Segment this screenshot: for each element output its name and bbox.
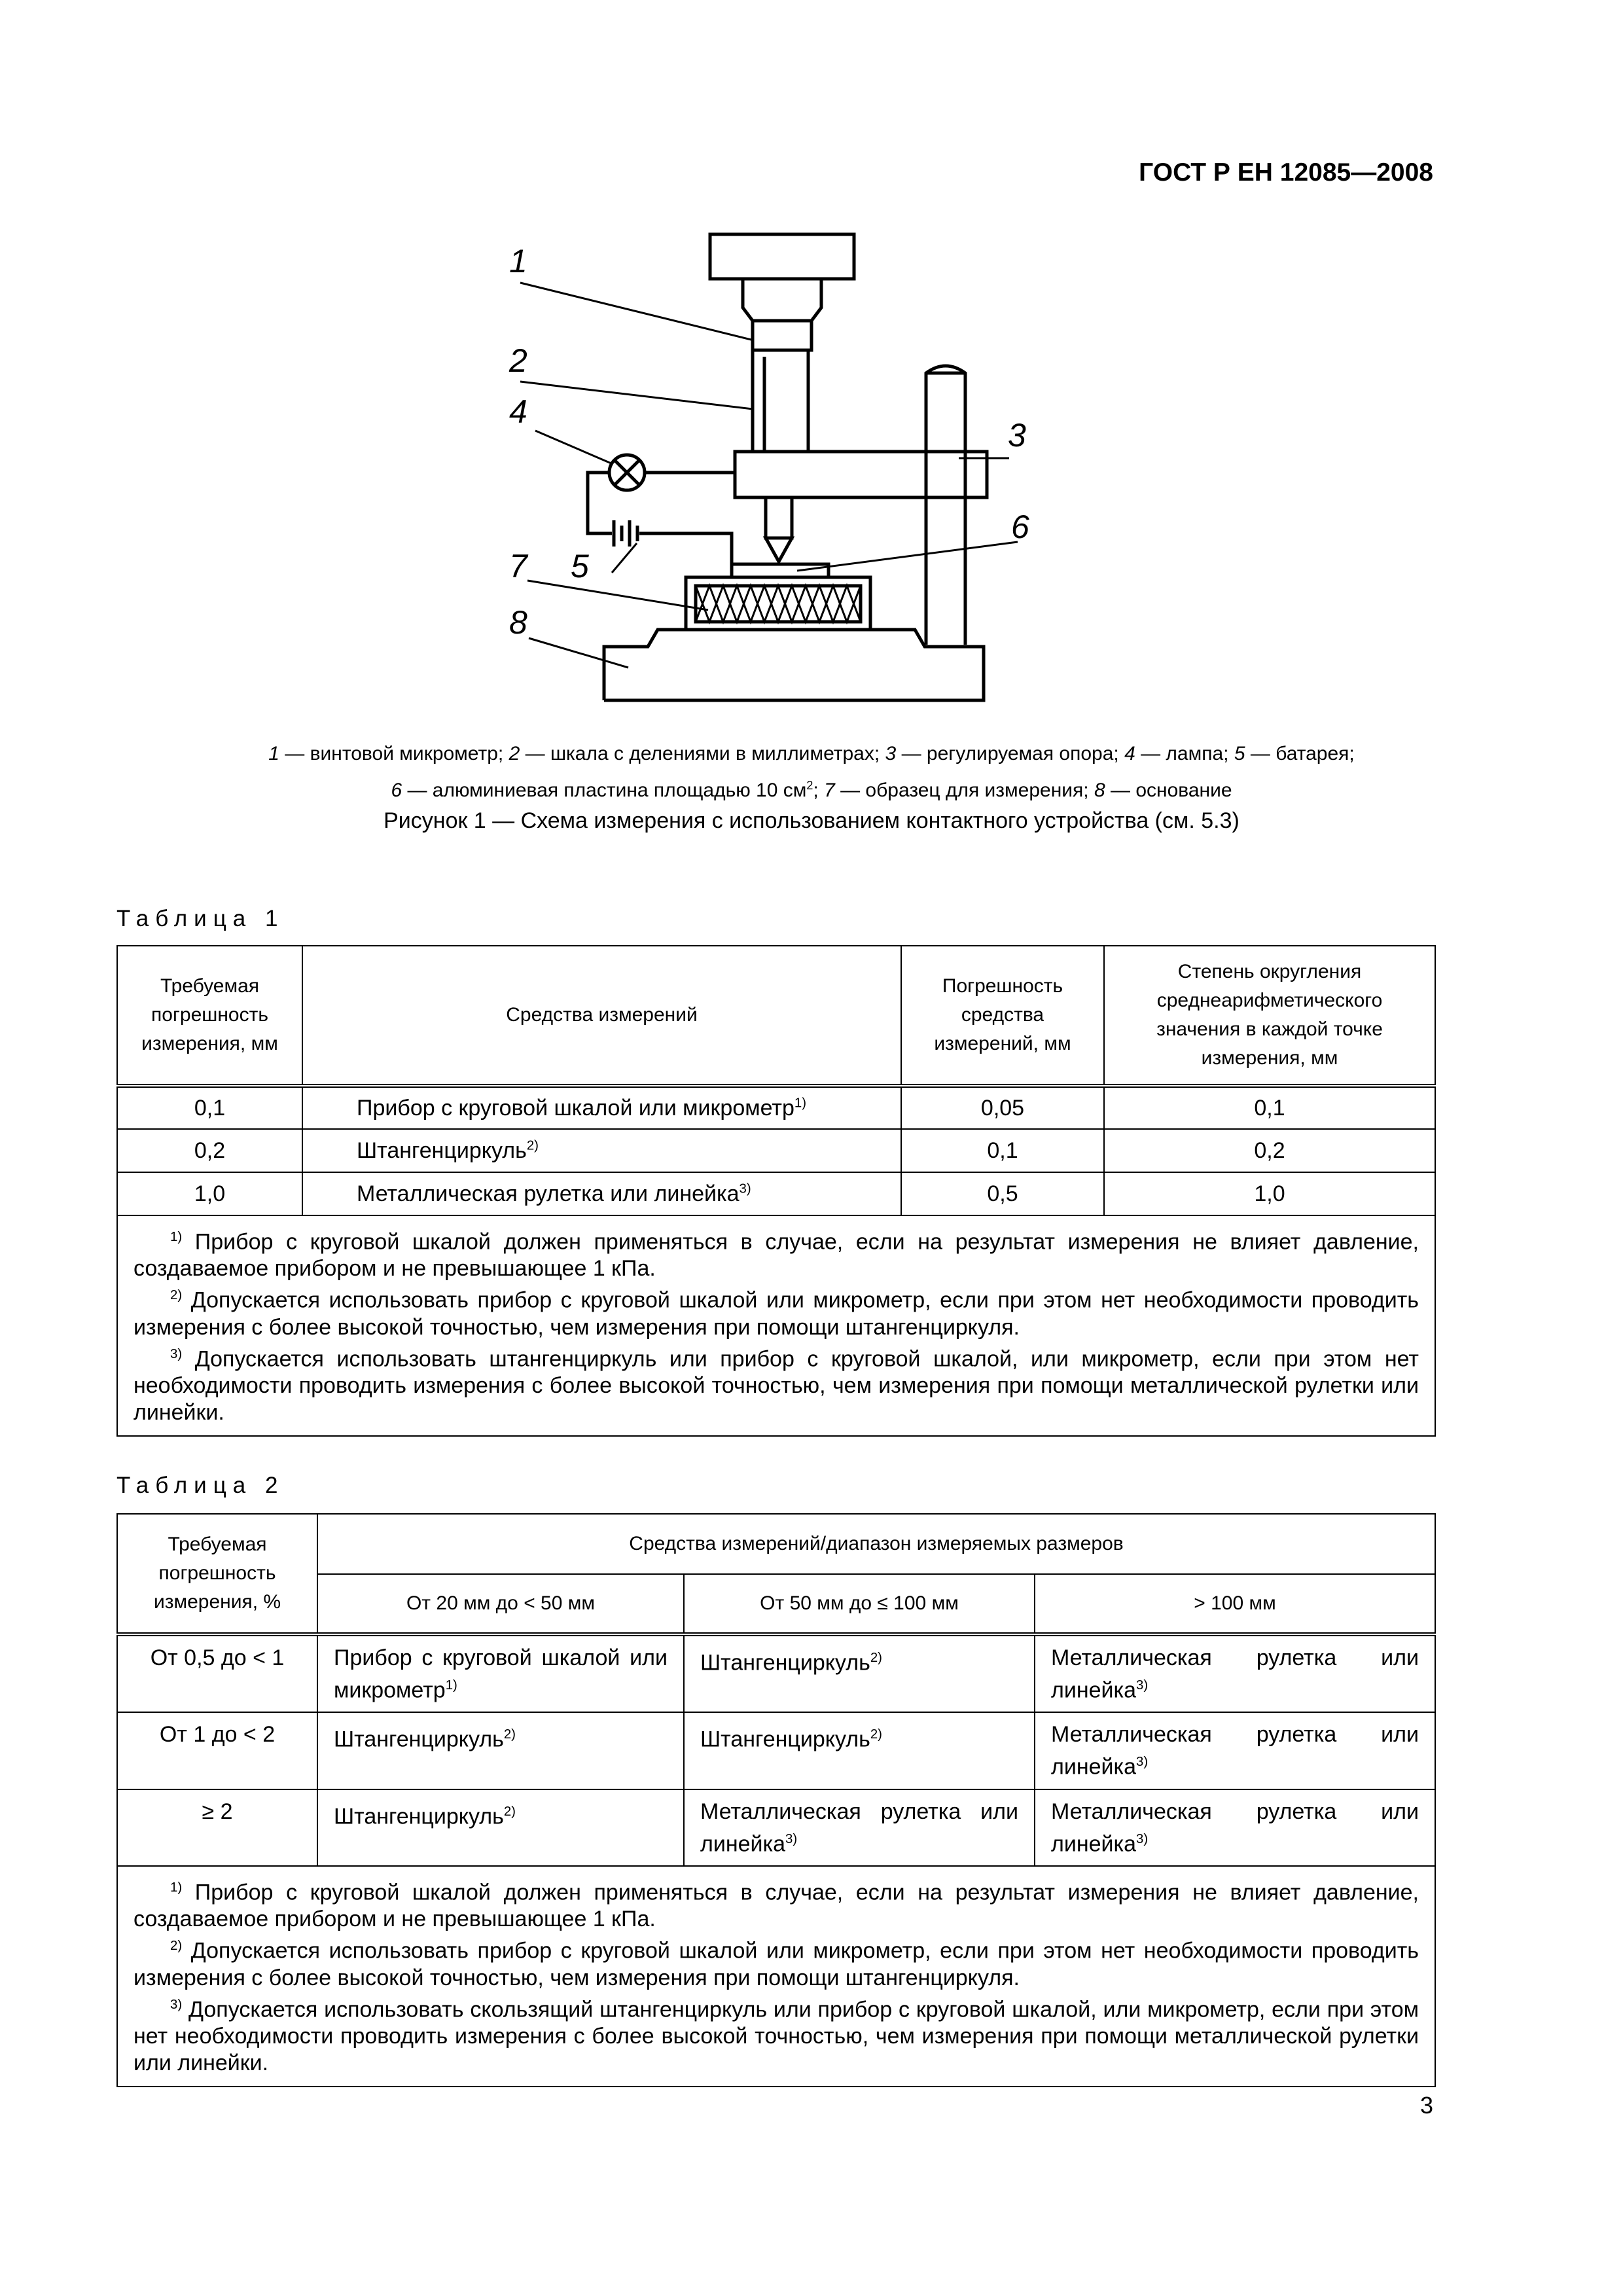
footnote-text: Прибор с круговой шкалой должен применяться в случае, если на результат измерения не влияет давление, создаваемое прибором и не превышающее 1 кПа. — [134, 1229, 1419, 1282]
table-row — [117, 1634, 1435, 1712]
table-cell — [684, 1712, 1035, 1789]
footnote-ref: 1) — [794, 1096, 807, 1111]
table2-title: Таблица 2 — [116, 1473, 285, 1498]
footnote-ref: 2) — [870, 1727, 882, 1742]
figure-label-5: 5 — [571, 548, 589, 584]
cell-text: Прибор с круговой шкалой или микрометр — [357, 1095, 794, 1121]
cell-text: Штангенциркуль — [334, 1727, 504, 1752]
table1-header-row — [117, 946, 1435, 1086]
legend-text: — винтовой микрометр; — [279, 743, 509, 764]
table1-header-cell: Степень округления среднеарифметического значения в каждой точке измерения, мм — [1104, 946, 1435, 1086]
table-row — [117, 1172, 1435, 1215]
legend-num: 3 — [885, 743, 897, 764]
footnote-mark: 2) — [170, 1939, 183, 1954]
micrometer-knob — [710, 234, 854, 279]
page-number: 3 — [1419, 2092, 1433, 2119]
footnote-ref: 2) — [870, 1651, 882, 1665]
table1-footnotes-row — [117, 1215, 1435, 1436]
figure-label-3: 3 — [1008, 417, 1026, 454]
table1-header-cell: Средства измерений — [302, 946, 901, 1086]
footnote-ref: 3) — [785, 1831, 798, 1846]
table-cell: 1,0 — [1104, 1172, 1435, 1215]
footnote-mark: 3) — [170, 1346, 183, 1361]
footnote-mark: 1) — [170, 1230, 183, 1244]
figure-label-6: 6 — [1011, 509, 1029, 545]
table-cell: 0,1 — [117, 1086, 302, 1129]
table-cell: 0,1 — [1104, 1086, 1435, 1129]
table-cell: От 0,5 до < 1 — [117, 1634, 317, 1712]
table-cell — [302, 1172, 901, 1215]
measurement-diagram — [0, 0, 1623, 726]
adjustable-arm — [735, 452, 987, 497]
spindle-tip — [766, 538, 792, 562]
footnote — [134, 1224, 1419, 1282]
cell-text: Металлическая рулетка или линейка — [357, 1181, 740, 1206]
legend-num: 8 — [1094, 780, 1105, 801]
footnote-ref: 3) — [1136, 1678, 1149, 1693]
legend-text: — регулируемая опора; — [896, 743, 1125, 764]
legend-sup: 2 — [806, 779, 813, 792]
micrometer-sleeve — [753, 321, 812, 350]
legend-text: ; — [813, 780, 825, 801]
aluminium-plate — [732, 564, 829, 577]
figure-label-8: 8 — [509, 604, 527, 641]
table1-header-cell: Погрешность средства измерений, мм — [901, 946, 1104, 1086]
figure-legend-line-1 — [0, 738, 1623, 770]
micrometer-thimble — [743, 279, 821, 321]
footnote-ref: 2) — [503, 1804, 516, 1819]
table-cell — [317, 1712, 684, 1789]
legend-text: — алюминиевая пластина площадью 10 см — [402, 780, 807, 801]
document-header: ГОСТ Р ЕН 12085—2008 — [1139, 158, 1433, 187]
figure-legend — [0, 738, 1623, 806]
table-cell: 0,2 — [1104, 1129, 1435, 1172]
footnote-mark: 2) — [170, 1288, 183, 1303]
footnote-text: Прибор с круговой шкалой должен применяться в случае, если на результат измерения не влияет давление, создаваемое прибором и не превышающее 1 кПа. — [134, 1880, 1419, 1932]
table2 — [116, 1513, 1436, 2087]
figure-label-4: 4 — [509, 393, 527, 430]
table-cell — [317, 1789, 684, 1866]
footnote-mark: 3) — [170, 1997, 183, 2012]
footnote-text: Допускается использовать прибор с круговой шкалой или микрометр, если при этом нет необходимости проводить измерения с более высокой точностью, чем измерения при помощи штангенциркуля. — [134, 1938, 1419, 1990]
footnote — [134, 1341, 1419, 1426]
table1-header-cell: Требуемая погрешность измерения, мм — [117, 946, 302, 1086]
table-cell: 1,0 — [117, 1172, 302, 1215]
footnote-ref: 1) — [445, 1678, 457, 1693]
table2-header-group: Средства измерений/диапазон измеряемых размеров — [317, 1514, 1435, 1574]
table-row — [117, 1789, 1435, 1866]
table-cell — [302, 1086, 901, 1129]
table-cell: 0,2 — [117, 1129, 302, 1172]
table-cell — [1035, 1789, 1435, 1866]
table-cell — [684, 1789, 1035, 1866]
footnote-ref: 3) — [1136, 1831, 1149, 1846]
table1-title: Таблица 1 — [116, 906, 285, 931]
cell-text: Штангенциркуль — [700, 1650, 870, 1676]
footnote-ref: 3) — [1136, 1755, 1149, 1770]
footnote — [134, 1933, 1419, 1991]
legend-num: 4 — [1124, 743, 1135, 764]
footnote — [134, 1992, 1419, 2077]
figure-caption: Рисунок 1 — Схема измерения с использованием контактного устройства (см. 5.3) — [383, 808, 1240, 833]
footnote-ref: 2) — [526, 1138, 539, 1153]
table2-header-cell: > 100 мм — [1035, 1574, 1435, 1634]
table-cell — [1035, 1712, 1435, 1789]
figure-label-2: 2 — [509, 342, 527, 379]
table2-footnotes — [117, 1866, 1435, 2087]
footnote-text: Допускается использовать штангенциркуль или прибор с круговой шкалой, или микрометр, если при этом нет необходимости проводить измерения с более высокой точностью, чем измерения при помощи металлической рулетки или линейки. — [134, 1346, 1419, 1425]
footnote-ref: 2) — [503, 1727, 516, 1742]
legend-text: — шкала с делениями в миллиметрах; — [520, 743, 885, 764]
cell-text: Штангенциркуль — [334, 1803, 504, 1829]
table1 — [116, 945, 1436, 1437]
footnote-mark: 1) — [170, 1880, 183, 1895]
table-cell: От 1 до < 2 — [117, 1712, 317, 1789]
table2-footnotes-row — [117, 1866, 1435, 2087]
footnote — [134, 1874, 1419, 1933]
table2-header-cell: От 20 мм до < 50 мм — [317, 1574, 684, 1634]
cell-text: Металлическая рулетка или линейка — [1051, 1722, 1419, 1780]
table-cell — [1035, 1634, 1435, 1712]
figure-label-1: 1 — [509, 243, 527, 279]
legend-text: — лампа; — [1135, 743, 1234, 764]
legend-num: 7 — [824, 780, 835, 801]
cell-text: Металлическая рулетка или линейка — [700, 1799, 1018, 1856]
footnote — [134, 1282, 1419, 1340]
table-row — [117, 1712, 1435, 1789]
table1-footnotes — [117, 1215, 1435, 1436]
micrometer-barrel — [753, 350, 808, 452]
legend-num: 2 — [508, 743, 520, 764]
footnote-text: Допускается использовать прибор с круговой шкалой или микрометр, если при этом нет необходимости проводить измерения с более высокой точностью, чем измерения при помощи штангенциркуля. — [134, 1287, 1419, 1340]
legend-num: 6 — [391, 780, 402, 801]
cell-text: Штангенциркуль — [357, 1138, 527, 1163]
figure-legend-line-2 — [0, 770, 1623, 806]
legend-text: — образец для измерения; — [834, 780, 1094, 801]
support-column — [926, 366, 965, 645]
table-cell — [302, 1129, 901, 1172]
table-cell: 0,05 — [901, 1086, 1104, 1129]
table2-header-row — [117, 1514, 1435, 1574]
table-cell — [684, 1634, 1035, 1712]
legend-num: 1 — [268, 743, 279, 764]
table-cell: ≥ 2 — [117, 1789, 317, 1866]
table-cell: 0,5 — [901, 1172, 1104, 1215]
legend-num: 5 — [1234, 743, 1245, 764]
table-cell — [317, 1634, 684, 1712]
legend-text: — основание — [1105, 780, 1232, 801]
cell-text: Штангенциркуль — [700, 1727, 870, 1752]
spindle — [766, 497, 792, 538]
cell-text: Прибор с круговой шкалой или микрометр — [334, 1645, 668, 1703]
legend-text: — батарея; — [1245, 743, 1355, 764]
table2-header-cell: От 50 мм до ≤ 100 мм — [684, 1574, 1035, 1634]
table2-header-cell: Требуемая погрешность измерения, % — [117, 1514, 317, 1634]
cell-text: Металлическая рулетка или линейка — [1051, 1645, 1419, 1703]
table-row — [117, 1086, 1435, 1129]
footnote-text: Допускается использовать скользящий штангенциркуль или прибор с круговой шкалой, или микрометр, если при этом нет необходимости проводить измерения с более высокой точностью, чем измерения при помощи металлической рулетки или линейки. — [134, 1996, 1419, 2075]
table-cell: 0,1 — [901, 1129, 1104, 1172]
footnote-ref: 3) — [739, 1181, 751, 1196]
table-row — [117, 1129, 1435, 1172]
cell-text: Металлическая рулетка или линейка — [1051, 1799, 1419, 1856]
figure-label-7: 7 — [509, 548, 527, 584]
